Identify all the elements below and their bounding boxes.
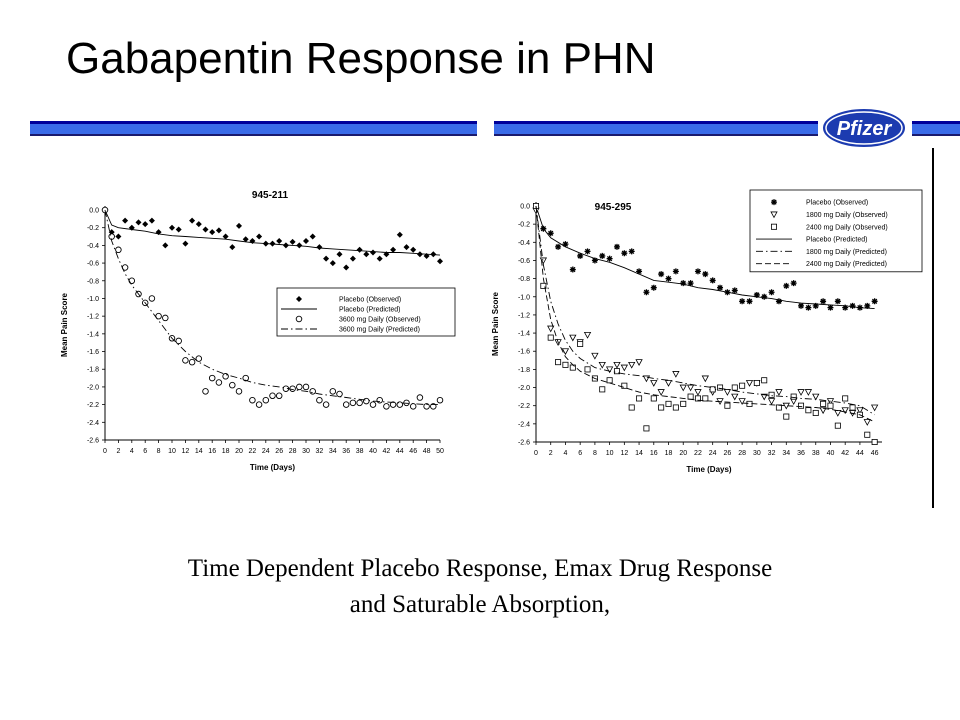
data-point	[732, 394, 738, 400]
data-point	[548, 335, 553, 340]
data-point	[821, 401, 826, 406]
data-point	[621, 250, 627, 256]
data-point	[343, 402, 349, 408]
data-point	[115, 234, 121, 240]
data-point	[397, 232, 403, 238]
data-point	[659, 405, 664, 410]
data-point	[116, 247, 122, 253]
y-tick-label: -1.8	[86, 366, 99, 374]
data-point	[724, 390, 730, 396]
data-point	[189, 218, 195, 224]
axes	[60, 206, 444, 472]
data-point	[658, 390, 664, 396]
y-tick-label: -1.2	[86, 313, 99, 321]
data-point	[176, 226, 182, 232]
data-point	[209, 229, 215, 235]
data-point	[614, 244, 620, 250]
chart-945-211	[55, 183, 444, 483]
data-point	[629, 405, 634, 410]
data-point	[607, 378, 612, 383]
y-tick-label: -1.0	[517, 294, 530, 302]
data-point	[196, 221, 202, 227]
data-point	[276, 393, 282, 399]
data-point	[666, 276, 672, 282]
data-point	[216, 380, 222, 386]
series-line	[105, 210, 440, 255]
data-point	[570, 335, 576, 341]
chart-title: 945-295	[594, 202, 632, 213]
x-axis-label: Time (Days)	[686, 465, 732, 474]
data-point	[740, 383, 745, 388]
data-point	[688, 394, 693, 399]
x-tick-label: 34	[328, 448, 337, 455]
x-tick-label: 0	[103, 448, 107, 455]
data-point	[578, 341, 583, 346]
data-point	[337, 251, 343, 257]
x-tick-label: 44	[856, 450, 864, 457]
legend-marker	[296, 316, 302, 322]
x-tick-label: 46	[870, 450, 879, 457]
data-point	[643, 289, 649, 295]
data-point	[562, 349, 568, 355]
x-tick-label: 4	[563, 450, 568, 457]
data-point	[410, 404, 416, 410]
data-point	[798, 303, 804, 309]
data-point	[176, 338, 182, 344]
data-point	[290, 239, 296, 245]
x-tick-label: 10	[168, 448, 176, 455]
x-tick-label: 2	[116, 448, 121, 455]
legend-label: 2400 mg Daily (Observed)	[806, 224, 888, 232]
x-tick-label: 42	[382, 448, 391, 455]
y-tick-label: -0.8	[86, 278, 99, 286]
y-tick-label: -2.2	[86, 402, 99, 410]
data-point	[621, 365, 627, 371]
x-tick-label: 14	[635, 450, 643, 457]
data-point	[828, 403, 833, 408]
x-tick-label: 16	[208, 448, 217, 455]
x-tick-label: 38	[811, 450, 820, 457]
data-point	[813, 394, 819, 400]
series-placebo-predicted	[105, 210, 440, 255]
data-point	[680, 385, 686, 391]
x-tick-label: 18	[221, 448, 230, 455]
y-tick-label: -0.8	[517, 276, 530, 284]
y-tick-label: -0.4	[86, 242, 99, 250]
y-tick-label: -2.6	[517, 439, 530, 447]
data-point	[236, 223, 242, 229]
x-tick-label: 46	[409, 448, 418, 455]
x-tick-label: 20	[679, 450, 688, 457]
data-point	[673, 371, 679, 377]
y-tick-label: -0.4	[517, 239, 530, 247]
y-tick-label: -1.4	[517, 330, 530, 338]
data-point	[806, 408, 811, 413]
data-point	[364, 398, 370, 404]
data-point	[791, 280, 797, 286]
x-tick-label: 10	[605, 450, 614, 457]
data-point	[109, 234, 115, 240]
data-point	[149, 296, 155, 302]
data-point	[813, 410, 818, 415]
data-point	[169, 225, 175, 231]
data-point	[702, 271, 708, 277]
pfizer-logo-text: Pfizer	[836, 118, 892, 140]
x-tick-label: 14	[194, 448, 203, 455]
data-point	[680, 280, 686, 286]
data-point	[323, 402, 329, 408]
data-point	[310, 234, 316, 240]
y-tick-label: -0.2	[517, 221, 530, 229]
data-point	[570, 267, 576, 273]
data-point	[310, 389, 316, 395]
data-point	[666, 401, 671, 406]
data-point	[189, 359, 195, 365]
data-point	[230, 382, 236, 388]
data-point	[762, 378, 767, 383]
data-point	[695, 268, 701, 274]
data-point	[843, 396, 848, 401]
data-point	[835, 423, 840, 428]
y-tick-label: -0.6	[86, 260, 99, 268]
data-point	[820, 298, 826, 304]
data-point	[636, 360, 642, 366]
x-tick-label: 6	[578, 450, 583, 457]
data-point	[651, 396, 656, 401]
y-axis-label: Mean Pain Score	[491, 291, 500, 357]
data-point	[223, 374, 229, 380]
x-tick-label: 6	[143, 448, 148, 455]
data-point	[437, 258, 443, 264]
data-point	[827, 305, 833, 311]
data-point	[614, 362, 620, 368]
data-point	[555, 360, 560, 365]
y-tick-label: -2.4	[86, 419, 99, 427]
legend-label: 3600 mg Daily (Predicted)	[339, 326, 420, 334]
data-point	[417, 395, 423, 401]
data-point	[710, 277, 716, 283]
data-point	[570, 365, 575, 370]
data-point	[323, 256, 329, 262]
y-tick-label: -2.6	[86, 437, 99, 445]
data-point	[343, 265, 349, 271]
data-point	[636, 396, 641, 401]
caption-line-2: and Saturable Absorption,	[349, 591, 611, 618]
data-point	[607, 256, 613, 262]
x-axis-label: Time (Days)	[249, 463, 296, 472]
y-tick-label: -1.4	[86, 331, 99, 339]
data-point	[229, 244, 235, 250]
data-point	[384, 404, 390, 410]
data-point	[276, 238, 282, 244]
y-axis-label: Mean Pain Score	[60, 292, 69, 358]
legend	[277, 288, 455, 336]
x-tick-label: 4	[129, 448, 134, 455]
data-point	[330, 260, 336, 266]
title-rule-middle	[494, 121, 818, 136]
data-point	[330, 389, 336, 395]
data-point	[370, 402, 376, 408]
x-tick-label: 22	[694, 450, 702, 457]
x-tick-label: 36	[797, 450, 805, 457]
data-point	[872, 439, 877, 444]
legend-label: Placebo (Observed)	[339, 296, 402, 304]
data-point	[250, 397, 256, 403]
title-rule-left	[30, 121, 477, 136]
x-tick-label: 36	[342, 448, 351, 455]
data-point	[216, 227, 222, 233]
caption-line-1: Time Dependent Placebo Response, Emax Drug Response	[187, 555, 773, 582]
y-tick-label: 0.0	[89, 207, 99, 215]
data-point	[864, 420, 870, 426]
data-point	[317, 397, 323, 403]
legend-marker	[771, 199, 777, 205]
data-point	[865, 432, 870, 437]
data-point	[746, 381, 752, 387]
data-point	[297, 384, 303, 390]
y-tick-label: -0.2	[86, 225, 99, 233]
legend-label: Placebo (Predicted)	[806, 236, 868, 244]
x-tick-label: 16	[649, 450, 658, 457]
legend-label: 2400 mg Daily (Predicted)	[806, 261, 887, 269]
x-tick-label: 42	[841, 450, 850, 457]
legend-label: Placebo (Predicted)	[339, 306, 401, 314]
data-point	[377, 397, 383, 403]
data-point	[203, 226, 209, 232]
data-point	[651, 285, 657, 291]
chart-title: 945-211	[251, 190, 289, 201]
data-point	[702, 376, 708, 382]
x-tick-label: 24	[261, 448, 270, 455]
data-point	[256, 402, 262, 408]
data-point	[805, 390, 811, 396]
x-tick-label: 20	[235, 448, 243, 455]
data-point	[666, 381, 672, 387]
data-point	[136, 219, 142, 225]
data-point	[263, 397, 269, 403]
x-tick-label: 22	[248, 448, 257, 455]
x-tick-label: 38	[355, 448, 364, 455]
data-point	[183, 358, 189, 364]
pfizer-logo	[820, 106, 908, 150]
data-point	[791, 394, 796, 399]
legend-label: 1800 mg Daily (Predicted)	[806, 248, 887, 256]
data-point	[370, 249, 376, 255]
data-point	[350, 400, 356, 406]
data-point	[404, 244, 410, 250]
x-tick-label: 0	[534, 450, 538, 457]
x-tick-label: 32	[315, 448, 324, 455]
x-tick-label: 26	[275, 448, 284, 455]
y-tick-label: 0.0	[520, 203, 530, 211]
data-point	[303, 238, 309, 244]
data-point	[643, 376, 649, 382]
data-point	[357, 400, 363, 406]
data-point	[149, 218, 155, 224]
data-point	[754, 380, 759, 385]
data-point	[290, 386, 296, 392]
data-point	[337, 391, 343, 397]
data-point	[732, 385, 737, 390]
data-point	[599, 253, 605, 259]
data-point	[835, 410, 841, 416]
data-point	[122, 218, 128, 224]
data-point	[350, 256, 356, 262]
data-point	[717, 285, 723, 291]
x-tick-label: 32	[767, 450, 776, 457]
data-point	[562, 241, 568, 247]
x-tick-label: 18	[664, 450, 673, 457]
data-point	[303, 384, 309, 390]
x-tick-label: 48	[422, 448, 431, 455]
x-tick-label: 30	[302, 448, 310, 455]
data-point	[695, 390, 701, 396]
data-point	[761, 294, 767, 300]
data-point	[363, 251, 369, 257]
legend-label: 3600 mg Daily (Observed)	[339, 316, 421, 324]
data-point	[746, 298, 752, 304]
data-point	[437, 397, 443, 403]
data-point	[681, 401, 686, 406]
x-tick-label: 28	[738, 450, 747, 457]
x-tick-label: 50	[436, 448, 444, 455]
data-point	[850, 405, 855, 410]
legend-marker	[771, 224, 776, 229]
data-point	[805, 305, 811, 311]
data-point	[236, 389, 242, 395]
data-point	[658, 271, 664, 277]
x-tick-label: 8	[592, 450, 597, 457]
data-point	[270, 393, 276, 399]
x-tick-label: 26	[723, 450, 732, 457]
y-tick-label: -2.2	[517, 403, 530, 411]
data-point	[769, 399, 775, 405]
right-divider-line	[932, 148, 934, 508]
x-tick-label: 30	[752, 450, 761, 457]
data-point	[850, 303, 856, 309]
x-tick-label: 40	[369, 448, 377, 455]
y-tick-label: -1.2	[517, 312, 530, 320]
x-tick-label: 44	[395, 448, 404, 455]
data-point	[769, 392, 774, 397]
y-tick-label: -2.0	[517, 385, 530, 393]
legend-label: 1800 mg Daily (Observed)	[806, 211, 888, 219]
y-tick-label: -1.0	[86, 295, 99, 303]
data-point	[162, 242, 168, 248]
data-point	[555, 244, 561, 250]
data-point	[872, 405, 878, 411]
chart-945-295	[488, 190, 918, 500]
x-tick-label: 34	[782, 450, 791, 457]
data-point	[585, 367, 590, 372]
data-point	[209, 375, 215, 381]
x-tick-label: 8	[156, 448, 161, 455]
data-point	[163, 315, 169, 321]
data-point	[651, 381, 657, 387]
data-point	[599, 362, 605, 368]
title-rule-right	[912, 121, 960, 136]
legend	[750, 190, 922, 272]
y-tick-label: -1.8	[517, 366, 530, 374]
data-point	[688, 385, 694, 391]
x-tick-label: 12	[181, 448, 190, 455]
x-tick-label: 40	[826, 450, 835, 457]
x-tick-label: 12	[620, 450, 629, 457]
data-point	[390, 247, 396, 253]
y-tick-label: -2.4	[517, 421, 530, 429]
data-point	[256, 234, 262, 240]
y-tick-label: -0.6	[517, 257, 530, 265]
data-point	[203, 389, 209, 395]
data-point	[747, 401, 752, 406]
data-point	[872, 298, 878, 304]
y-tick-label: -1.6	[86, 349, 99, 357]
data-point	[592, 353, 598, 359]
data-point	[673, 268, 679, 274]
data-point	[776, 390, 782, 396]
data-point	[585, 248, 591, 254]
x-tick-label: 2	[548, 450, 553, 457]
data-point	[784, 414, 789, 419]
data-point	[629, 248, 635, 254]
data-point	[739, 298, 745, 304]
data-point	[316, 244, 322, 250]
x-tick-label: 28	[288, 448, 297, 455]
y-tick-label: -1.6	[517, 348, 530, 356]
data-point	[835, 298, 841, 304]
data-point	[629, 362, 635, 368]
data-point	[622, 383, 627, 388]
data-point	[717, 385, 722, 390]
slide-title: Gabapentin Response in PHN	[66, 34, 656, 83]
data-point	[798, 390, 804, 396]
data-point	[798, 403, 803, 408]
data-point	[732, 287, 738, 293]
x-tick-label: 24	[708, 450, 717, 457]
data-point	[673, 405, 678, 410]
data-point	[769, 289, 775, 295]
data-point	[142, 221, 148, 227]
data-point	[600, 387, 605, 392]
data-point	[182, 241, 188, 247]
data-point	[585, 332, 591, 338]
data-point	[563, 362, 568, 367]
data-point	[377, 256, 383, 262]
data-point	[644, 426, 649, 431]
data-point	[357, 247, 363, 253]
data-point	[410, 247, 416, 253]
data-point	[703, 396, 708, 401]
legend-label: Placebo (Observed)	[806, 199, 869, 207]
y-tick-label: -2.0	[86, 384, 99, 392]
data-point	[725, 403, 730, 408]
series-placebo-observed	[102, 207, 443, 271]
data-point	[783, 283, 789, 289]
